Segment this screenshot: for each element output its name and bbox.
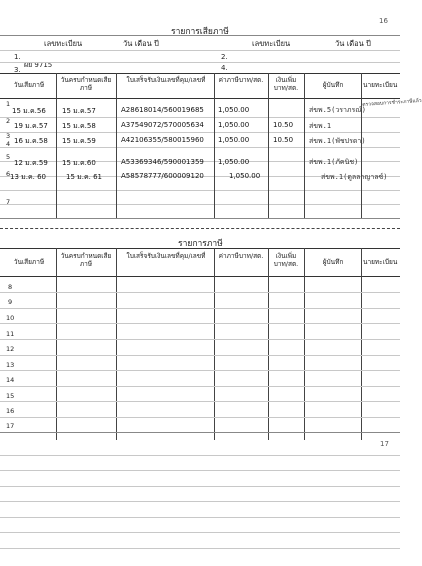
row-11-number: 11 — [6, 330, 15, 338]
row-6-number: 6 — [6, 170, 11, 178]
registration-4-number: 4. — [221, 64, 228, 72]
col2-header-tax-amount: ค่าภาษีบาท/สต. — [218, 252, 264, 260]
date-label-left: วัน เดือน ปี — [123, 39, 159, 48]
col2-header-recorder: ผู้บันทึก — [322, 258, 344, 266]
row-6-due-date: 15 ม.ค. 61 — [66, 173, 103, 181]
row-13-number: 13 — [6, 361, 15, 369]
row-2-due-date: 15 ม.ค.58 — [62, 122, 96, 130]
registration-number-label-right: เลขทะเบียน — [252, 39, 291, 48]
row-3-surcharge: 10.50 — [273, 136, 294, 144]
row-6-tax-amount: 1,050.00 — [229, 172, 261, 180]
row-5-number: 5 — [6, 153, 11, 161]
registration-3-number: 3. — [14, 66, 21, 74]
row-6-recorder: ส่ขพ.1(ดูลลาญาลซ์) — [321, 173, 388, 181]
row-1-receipt: A28618014/560019685 — [121, 106, 204, 114]
date-label-right: วัน เดือน ปี — [335, 39, 371, 48]
col-header-due-date: วันครบกำหนดเสียภาษี — [60, 76, 112, 93]
page-number-bottom: 17 — [380, 440, 389, 448]
row-1-tax-date: 15 ม.ค.56 — [12, 107, 46, 115]
registration-number-label-left: เลขทะเบียน — [44, 39, 83, 48]
row-9-number: 9 — [8, 298, 13, 306]
row-1-recorder: ส่ขพ.5(วราภรณ์) — [309, 106, 367, 114]
registration-1-value: ผย 9715 — [24, 61, 53, 69]
row-5-due-date: 15 ม.ค.60 — [62, 159, 96, 167]
row-5-tax-amount: 1,050.00 — [218, 158, 250, 166]
row-3-tax-date: 16 ม.ค.58 — [14, 137, 48, 145]
row-3-recorder: ส่ขพ.1(พัชปรดา) — [309, 137, 366, 145]
col2-header-receipt: ใบเสร็จรับเงินเลขที่คุม/เลขที่ — [126, 252, 206, 260]
row-2-recorder: ส่ขพ.1 — [309, 122, 332, 130]
row-4-number: 4 — [6, 140, 11, 148]
registrar-stamp-note: ตรวจสอบการชำระภาษีแล้ว — [362, 97, 422, 108]
col-header-receipt: ใบเสร็จรับเงินเลขที่คุม/เลขที่ — [126, 76, 206, 84]
row-2-surcharge: 10.50 — [273, 121, 294, 129]
row-5-receipt: A53369346/590001359 — [121, 158, 204, 166]
col-header-recorder: ผู้บันทึก — [322, 81, 344, 89]
row-17-number: 17 — [6, 422, 15, 430]
row-2-tax-date: 19 ม.ค.57 — [14, 122, 48, 130]
row-5-recorder: ส่ขพ.1(ภัคนิช) — [309, 158, 359, 166]
row-1-tax-amount: 1,050.00 — [218, 106, 250, 114]
col2-header-registrar: นายทะเบียน — [363, 258, 398, 266]
row-6-receipt: A58578777/600009120 — [121, 172, 204, 180]
col2-header-due-date: วันครบกำหนดเสียภาษี — [60, 252, 112, 269]
col-header-tax-date: วันเสียภาษี — [13, 81, 45, 89]
row-3-tax-amount: 1,050.00 — [218, 136, 250, 144]
row-1-due-date: 15 ม.ค.57 — [62, 107, 96, 115]
row-3-due-date: 15 ม.ค.59 — [62, 137, 96, 145]
col2-header-tax-date: วันเสียภาษี — [13, 258, 45, 266]
registration-2-number: 2. — [221, 53, 228, 61]
second-section-title: รายการภาษี — [178, 239, 223, 249]
row-14-number: 14 — [6, 376, 15, 384]
row-6-tax-date: 13 ม.ค. 60 — [10, 173, 47, 181]
row-10-number: 10 — [6, 314, 15, 322]
col-header-surcharge: เงินเพิ่มบาท/สต. — [273, 76, 299, 93]
row-3-receipt: A42106355/580015960 — [121, 136, 204, 144]
page-number-top: 16 — [379, 17, 388, 25]
page-break-seam — [0, 228, 400, 229]
col-header-registrar: นายทะเบียน — [363, 81, 398, 89]
row-7-number: 7 — [6, 198, 11, 206]
row-2-receipt: A37549072/570005634 — [121, 121, 204, 129]
row-15-number: 15 — [6, 392, 15, 400]
row-2-tax-amount: 1,050.00 — [218, 121, 250, 129]
col-header-tax-amount: ค่าภาษีบาท/สต. — [218, 76, 264, 84]
row-8-number: 8 — [8, 283, 13, 291]
row-3-number: 3 — [6, 132, 11, 140]
row-2-number: 2 — [6, 117, 11, 125]
tax-section-title: รายการเสียภาษี — [171, 27, 229, 37]
row-5-tax-date: 12 ม.ค.59 — [14, 159, 48, 167]
row-1-number: 1 — [6, 100, 11, 108]
registration-1-number: 1. — [14, 53, 21, 61]
row-12-number: 12 — [6, 345, 15, 353]
col2-header-surcharge: เงินเพิ่มบาท/สต. — [273, 252, 299, 269]
row-16-number: 16 — [6, 407, 15, 415]
